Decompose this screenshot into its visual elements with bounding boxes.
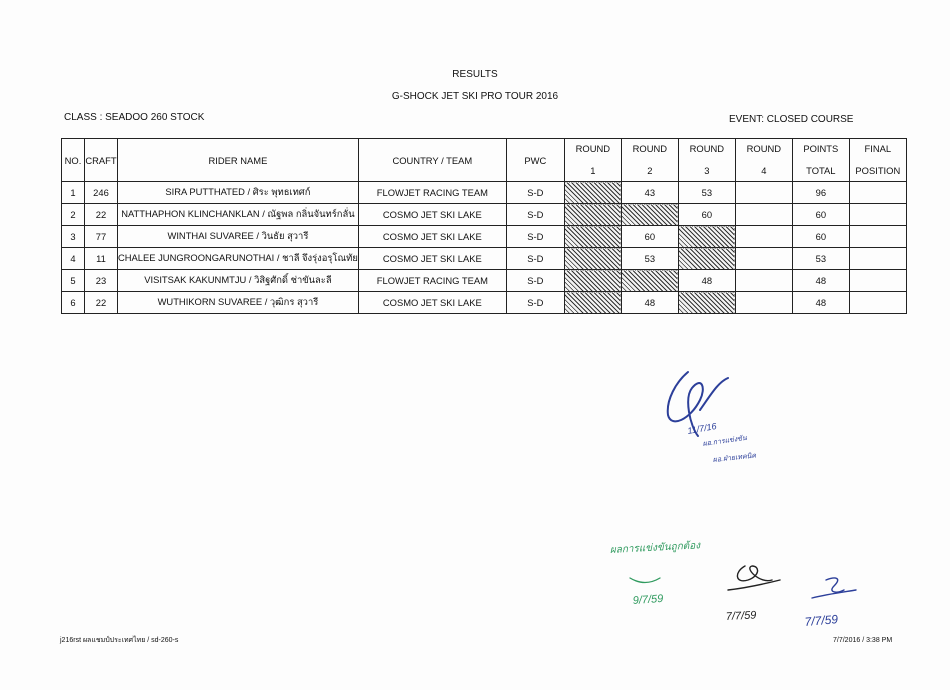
blue-signature-title-2: ผอ.ฝ่ายเทคนิค <box>712 452 757 464</box>
cell-rider-name: VISITSAK KAKUNMTJU / วิสิฐศักดิ์ ช่าขันละลี <box>118 270 359 292</box>
cell-points-total: 53 <box>792 248 849 270</box>
col-no: NO. <box>62 139 85 182</box>
cell-country-team: FLOWJET RACING TEAM <box>358 270 506 292</box>
cell-rider-name: WUTHIKORN SUVAREE / วุฒิกร สุวารี <box>118 292 359 314</box>
cell-round-3: 53 <box>678 182 735 204</box>
cell-pwc: S-D <box>506 292 564 314</box>
cell-pwc: S-D <box>506 270 564 292</box>
cell-points-total: 96 <box>792 182 849 204</box>
cell-country-team: COSMO JET SKI LAKE <box>358 292 506 314</box>
col-final-position: FINAL POSITION <box>849 139 906 182</box>
cell-craft: 77 <box>85 226 118 248</box>
cell-points-total: 48 <box>792 292 849 314</box>
col-round-2: ROUND 2 <box>621 139 678 182</box>
col-country-team: COUNTRY / TEAM <box>358 139 506 182</box>
cell-country-team: COSMO JET SKI LAKE <box>358 248 506 270</box>
event-label: EVENT: CLOSED COURSE <box>729 114 854 125</box>
cell-pwc: S-D <box>506 226 564 248</box>
cell-craft: 22 <box>85 204 118 226</box>
class-label: CLASS : SEADOO 260 STOCK <box>64 112 205 123</box>
col-round-3: ROUND 3 <box>678 139 735 182</box>
footer-timestamp: 7/7/2016 / 3:38 PM <box>833 637 893 644</box>
footer-file-ref: j216rst ผลแชมป์ประเทศไทย / sd-260-s <box>60 637 179 644</box>
green-signature <box>630 578 660 583</box>
cell-craft: 22 <box>85 292 118 314</box>
cell-pwc: S-D <box>506 182 564 204</box>
cell-pwc: S-D <box>506 204 564 226</box>
cell-no: 5 <box>62 270 85 292</box>
right-signature <box>812 578 856 598</box>
cell-no: 2 <box>62 204 85 226</box>
col-round-4: ROUND 4 <box>735 139 792 182</box>
blue-signature-title-1: ผอ.การแข่งขัน <box>702 434 748 448</box>
cell-points-total: 60 <box>792 226 849 248</box>
cell-no: 1 <box>62 182 85 204</box>
results-title: RESULTS <box>452 69 498 80</box>
cell-rider-name: NATTHAPHON KLINCHANKLAN / ณัฐพล กลิ่นจันทร์กลั่น <box>118 204 359 226</box>
middle-signature <box>728 566 780 590</box>
cell-rider-name: WINTHAI SUVAREE / วินธัย สุวารี <box>118 226 359 248</box>
cell-rider-name: CHALEE JUNGROONGARUNOTHAI / ชาลี จึงรุ่งอรุโณทัย <box>118 248 359 270</box>
cell-craft: 23 <box>85 270 118 292</box>
blue-signature-date: 11/7/16 <box>686 421 718 436</box>
cell-craft: 11 <box>85 248 118 270</box>
cell-craft: 246 <box>85 182 118 204</box>
green-date: 9/7/59 <box>632 592 664 607</box>
col-rider-name: RIDER NAME <box>118 139 359 182</box>
cell-country-team: FLOWJET RACING TEAM <box>358 182 506 204</box>
cell-pwc: S-D <box>506 248 564 270</box>
col-points-total: POINTS TOTAL <box>792 139 849 182</box>
col-round-1: ROUND 1 <box>564 139 621 182</box>
cell-round-2: 48 <box>621 292 678 314</box>
cell-points-total: 48 <box>792 270 849 292</box>
cell-round-3: 48 <box>678 270 735 292</box>
event-subtitle: G-SHOCK JET SKI PRO TOUR 2016 <box>391 91 559 102</box>
cell-country-team: COSMO JET SKI LAKE <box>358 204 506 226</box>
cell-country-team: COSMO JET SKI LAKE <box>358 226 506 248</box>
cell-round-2: 53 <box>621 248 678 270</box>
cell-no: 4 <box>62 248 85 270</box>
cell-round-2: 43 <box>621 182 678 204</box>
right-date: 7/7/59 <box>804 612 839 629</box>
col-pwc: PWC <box>506 139 564 182</box>
cell-rider-name: SIRA PUTTHATED / ศิระ พุทธเทศก์ <box>118 182 359 204</box>
cell-round-3: 60 <box>678 204 735 226</box>
middle-date: 7/7/59 <box>725 609 757 623</box>
col-craft: CRAFT <box>85 139 118 182</box>
cell-points-total: 60 <box>792 204 849 226</box>
cell-no: 6 <box>62 292 85 314</box>
cell-no: 3 <box>62 226 85 248</box>
cell-round-2: 60 <box>621 226 678 248</box>
green-note: ผลการแข่งขันถูกต้อง <box>609 540 701 556</box>
